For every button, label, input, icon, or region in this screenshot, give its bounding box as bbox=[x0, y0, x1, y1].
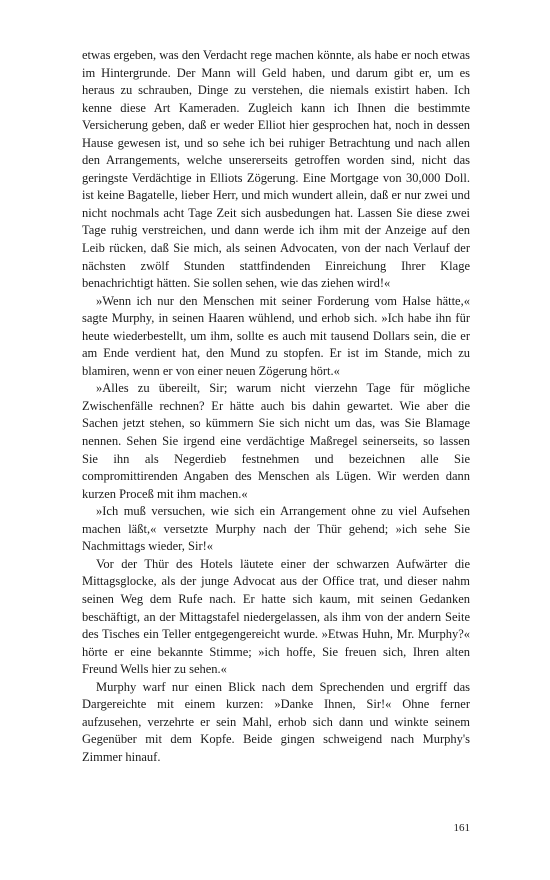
paragraph: Vor der Thür des Hotels läutete einer der schwarzen Aufwärter die Mittagsglocke, als der junge Advocat aus der Office trat, und dieser nahm seinen Weg dem Rufe nach. Er hatte sich kaum, mit seinen Gedanken beschäftigt, an der Mittagstafel niedergelassen, als ihm von der andern Seite des Tisches ein Teller entgegengereicht wurde. »Etwas Huhn, Mr. Murphy?« hörte er eine bekannte Stimme; »ich hoffe, Sie freuen sich, Ihren alten Freund Wells hier zu sehen.« bbox=[82, 556, 470, 677]
page-number: 161 bbox=[453, 822, 470, 834]
paragraph: »Ich muß versuchen, wie sich ein Arrangement ohne zu viel Aufsehen machen läßt,« versetzte Murphy nach der Thür gehend; »ich sehe Sie Nachmittags wieder, Sir!« bbox=[82, 504, 470, 554]
paragraph-continuation: etwas ergeben, was den Verdacht rege machen könnte, als habe er noch etwas im Hintergrunde. Der Mann will Geld haben, und darum gibt er, um es heraus zu schrauben, Dinge zu verstehen, die niemals existirt haben. Ich kenne diese Art Kameraden. Zugleich kann ich Ihnen die bestimmte Versicherung geben, daß er weder Elliot hier gesprochen hat, noch in dessen Hause gewesen ist, und so sehe ich bei ruhiger Betrachtung und nach allen den Arrangements, welche unsererseits getroffen worden sind, nicht das geringste Verdächtige in Elliots Zögerung. Eine Mortgage von 30,000 Doll. ist keine Bagatelle, lieber Herr, und mich wundert allein, daß er nur zwei und nicht nochmals acht Tage Zeit sich ausbedungen hat. Lassen Sie diese zwei Tage ruhig verstreichen, und dann werde ich ihm mit der Anzeige auf den Leib rücken, daß Sie mich, als seinen Advocaten, von der nach Verlauf der nächsten zwölf Stunden stattfindenden Einreichung Ihrer Klage benachrichtigt hätten. Sie sollen sehen, wie das ziehen wird!« bbox=[82, 48, 470, 291]
paragraph: »Alles zu übereilt, Sir; warum nicht vierzehn Tage für mögliche Zwischenfälle rechnen? Er hätte auch bis dahin gewartet. Wie aber die Sachen jetzt stehen, so kümmern Sie sich nicht um das, was Sie Blamage nennen. Sehen Sie irgend eine verdächtige Maßregel seinerseits, so lassen Sie ihn als Negerdieb festnehmen und bezeichnen alle Sie compromittirenden Angaben des Menschen als Lügen. Wir werden dann kurzen Proceß mit ihm machen.« bbox=[82, 381, 470, 501]
paragraph: »Wenn ich nur den Menschen mit seiner Forderung vom Halse hätte,« sagte Murphy, in seinen Haaren wühlend, und erhob sich. »Ich habe ihn für heute wiederbestellt, um ihm, sollte es auch mit tausend Dollars sein, die er am Ende verdient hat, den Mund zu stopfen. Er ist im Stande, mich zu blamiren, wenn er von einer neuen Zögerung hört.« bbox=[82, 293, 470, 378]
page-body bbox=[82, 47, 470, 766]
paragraph: Murphy warf nur einen Blick nach dem Sprechenden und ergriff das Dargereichte mit einem kurzen: »Danke Ihnen, Sir!« Ohne ferner aufzusehen, verzehrte er sein Mahl, erhob sich dann und winkte seinem Gegenüber mit dem Kopfe. Beide gingen schweigend nach Murphy's Zimmer hinauf. bbox=[82, 679, 470, 764]
